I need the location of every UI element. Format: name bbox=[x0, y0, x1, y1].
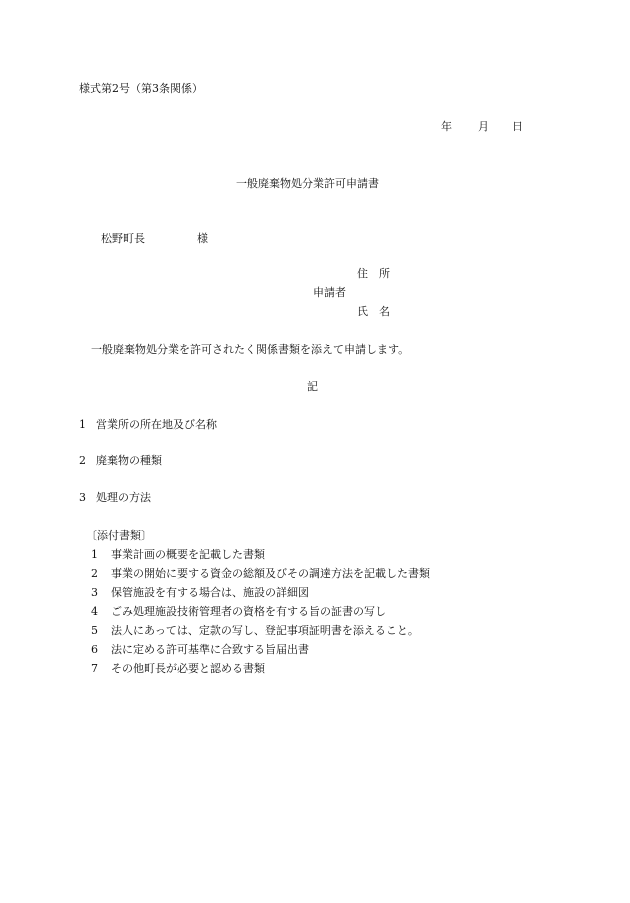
attachment-number: 6 bbox=[91, 643, 98, 656]
attachment-text: 事業計画の概要を記載した書類 bbox=[111, 548, 265, 561]
attachment-item bbox=[91, 549, 265, 560]
section-item bbox=[79, 455, 162, 466]
section-item bbox=[79, 419, 217, 430]
attachment-item bbox=[91, 587, 309, 598]
date-day: 日 bbox=[512, 120, 523, 133]
ki-heading: 記 bbox=[307, 380, 318, 393]
date-month: 月 bbox=[478, 120, 489, 133]
section-text: 廃棄物の種類 bbox=[96, 454, 162, 467]
application-statement: 一般廃棄物処分業を許可されたく関係書類を添えて申請します。 bbox=[91, 343, 410, 356]
section-number: 2 bbox=[79, 454, 86, 467]
attachment-text: 保管施設を有する場合は、施設の詳細図 bbox=[111, 586, 309, 599]
attachment-item bbox=[91, 663, 265, 674]
section-item bbox=[79, 492, 151, 503]
attachment-text: ごみ処理施設技術管理者の資格を有する旨の証書の写し bbox=[111, 605, 386, 618]
addressee-honorific: 様 bbox=[197, 232, 208, 245]
name-label: 氏 名 bbox=[357, 305, 390, 318]
attachment-number: 4 bbox=[91, 605, 98, 618]
attachment-text: 法人にあっては、定款の写し、登記事項証明書を添えること。 bbox=[111, 624, 419, 637]
attachment-item bbox=[91, 606, 386, 617]
date-year: 年 bbox=[441, 120, 452, 133]
attachment-text: 事業の開始に要する資金の総額及びその調達方法を記載した書類 bbox=[111, 567, 430, 580]
addressee-name: 松野町長 bbox=[101, 232, 145, 245]
attachment-number: 7 bbox=[91, 662, 98, 675]
attachment-item bbox=[91, 625, 419, 636]
applicant-label: 申請者 bbox=[313, 286, 346, 299]
attachment-item bbox=[91, 644, 309, 655]
section-number: 3 bbox=[79, 491, 86, 504]
section-text: 処理の方法 bbox=[96, 491, 151, 504]
attachment-text: 法に定める許可基準に合致する旨届出書 bbox=[111, 643, 309, 656]
attachment-number: 3 bbox=[91, 586, 98, 599]
attachment-number: 5 bbox=[91, 624, 98, 637]
attachment-number: 1 bbox=[91, 548, 98, 561]
attachments-header: 〔添付書類〕 bbox=[86, 529, 152, 542]
section-number: 1 bbox=[79, 418, 86, 431]
document-title: 一般廃棄物処分業許可申請書 bbox=[236, 177, 379, 190]
attachment-text: その他町長が必要と認める書類 bbox=[111, 662, 265, 675]
section-text: 営業所の所在地及び名称 bbox=[96, 418, 217, 431]
form-label: 様式第2号（第3条関係） bbox=[79, 82, 203, 95]
attachment-item bbox=[91, 568, 430, 579]
address-label: 住 所 bbox=[357, 267, 390, 280]
attachment-number: 2 bbox=[91, 567, 98, 580]
